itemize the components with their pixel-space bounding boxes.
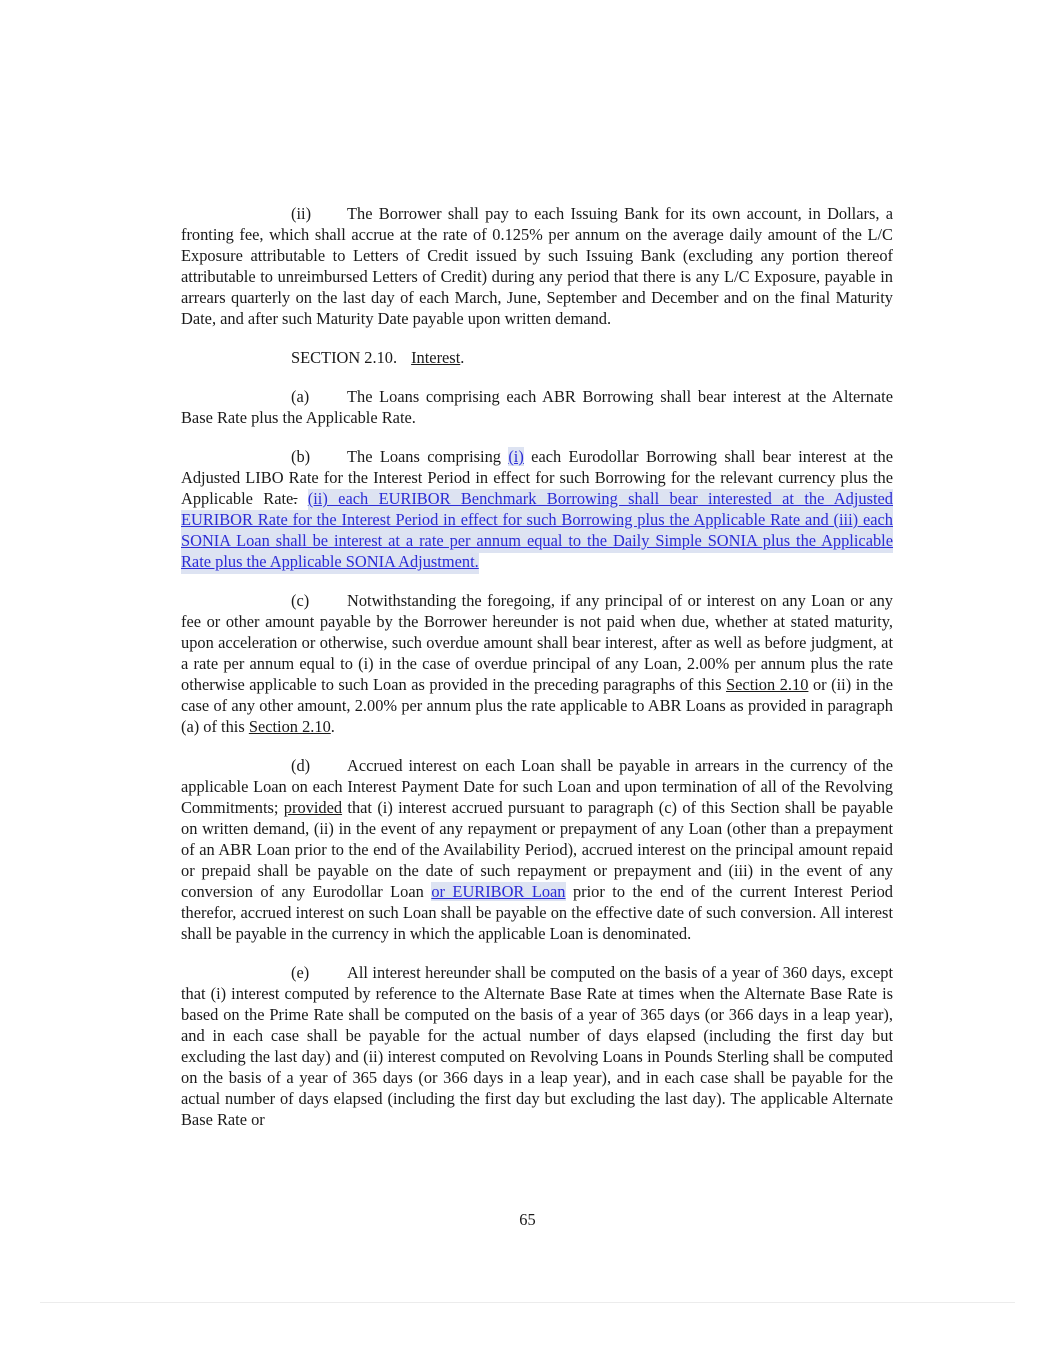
section-reference: Section 2.10 <box>726 675 809 694</box>
section-heading: SECTION 2.10. Interest. <box>291 348 465 367</box>
paragraph-text: The Borrower shall pay to each Issuing Bank for its own account, in Dollars, a fronting fee, which shall accrue at the rate of 0.125% per annum on the average daily amount of the L/C Exposure attributable to Letters of Credit issued by such Issuing Bank (excluding any portion thereof attributable to unreimbursed Letters of Credit) during any period that there is any L/C Exposure, payable in arrears quarterly on the last day of each March, June, September and December and on the final Maturity Date, and after such Maturity Date payable upon written demand. <box>181 204 893 328</box>
paragraph-label: (a) <box>291 387 310 406</box>
page-number: 65 <box>519 1210 536 1229</box>
page-divider <box>40 1302 1015 1303</box>
paragraph-text: The Loans comprising each ABR Borrowing shall bear interest at the Alternate Base Rate plus the Applicable Rate. <box>181 387 893 427</box>
paragraph-label: (d) <box>291 756 311 775</box>
section-number: SECTION 2.10. <box>291 348 398 367</box>
inserted-text: (ii) each EURIBOR Benchmark Borrowing shall bear interested at the Adjusted EURIBOR Rate for the Interest Period in effect for such Borrowing plus the Applicable Rate and (iii) each SONIA Loan shall be interest at a rate per annum equal to the Daily Simple SONIA plus the Applicable Rate plus the Applicable SONIA Adjustment. <box>181 489 893 571</box>
section-reference: Section 2.10 <box>248 717 331 736</box>
paragraph-a <box>181 386 893 428</box>
paragraph-ii <box>181 203 893 329</box>
paragraph-label: (b) <box>291 447 311 466</box>
deleted-text: . <box>293 489 298 508</box>
paragraph-e <box>181 962 893 1130</box>
paragraph-label: (ii) <box>291 204 312 223</box>
inserted-text: (i) <box>508 447 524 466</box>
provided-term: provided <box>283 798 343 817</box>
paragraph-d: (d) Accrued interest on each Loan shall be payable in arrears in the currency of the applicable Loan on each Interest Payment Date for such Loan and upon termination of all of the Revolving Commitments; provided that (i) interest accrued pursuant to paragraph (c) of this Section shall be payable on written demand, (ii) in the event of any repayment or prepayment of any Loan (other than a prepayment of an ABR Loan prior to the end of the Availability Period), accrued interest on the principal amount repaid or prepaid shall be payable on the date of such repayment or prepayment and (iii) in the event of any conversion of any Eurodollar Loan or EURIBOR Loan prior to the end of the current Interest Period therefor, accrued interest on such Loan shall be payable on the effective date of such conversion. All interest shall be payable in the currency in which the applicable Loan is denominated. <box>181 756 893 943</box>
inserted-text: or EURIBOR Loan <box>431 882 566 901</box>
paragraph-b: (b) The Loans comprising (i) each Eurodollar Borrowing shall bear interest at the Adjusted LIBO Rate for the Interest Period in effect for such Borrowing for the relevant currency plus the Applicable Rate. (ii) each EURIBOR Benchmark Borrowing shall bear interested at the Adjusted EURIBOR Rate for the Interest Period in effect for such Borrowing plus the Applicable Rate and (iii) each SONIA Loan shall be interest at a rate per annum equal to the Daily Simple SONIA plus the Applicable Rate plus the Applicable SONIA Adjustment. <box>181 447 893 571</box>
paragraph-label: (e) <box>291 963 310 982</box>
paragraph-label: (c) <box>291 591 310 610</box>
paragraph-text: All interest hereunder shall be computed on the basis of a year of 360 days, except that (i) interest computed by reference to the Alternate Base Rate at times when the Alternate Base Rate is based on the Prime Rate shall be computed on the basis of a year of 365 days (or 366 days in a leap year), and in each case shall be payable for the actual number of days elapsed (including the first day but excluding the last day) and (ii) interest computed on Revolving Loans in Pounds Sterling shall be computed on the basis of a year of 365 days (or 366 days in a leap year), and in each case shall be payable for the actual number of days elapsed (including the first day but excluding the last day). The applicable Alternate Base Rate or <box>181 963 893 1129</box>
paragraph-c: (c) Notwithstanding the foregoing, if any principal of or interest on any Loan or any fee or other amount payable by the Borrower hereunder is not paid when due, whether at stated maturity, upon acceleration or otherwise, such overdue amount shall bear interest, after as well as before judgment, at a rate per annum equal to (i) in the case of overdue principal of any Loan, 2.00% per annum plus the rate otherwise applicable to such Loan as provided in the preceding paragraphs of this Section 2.10 or (ii) in the case of any other amount, 2.00% per annum plus the rate applicable to ABR Loans as provided in paragraph (a) of this Section 2.10. <box>181 591 894 736</box>
section-title: Interest <box>411 348 461 367</box>
document-page <box>181 203 893 1148</box>
